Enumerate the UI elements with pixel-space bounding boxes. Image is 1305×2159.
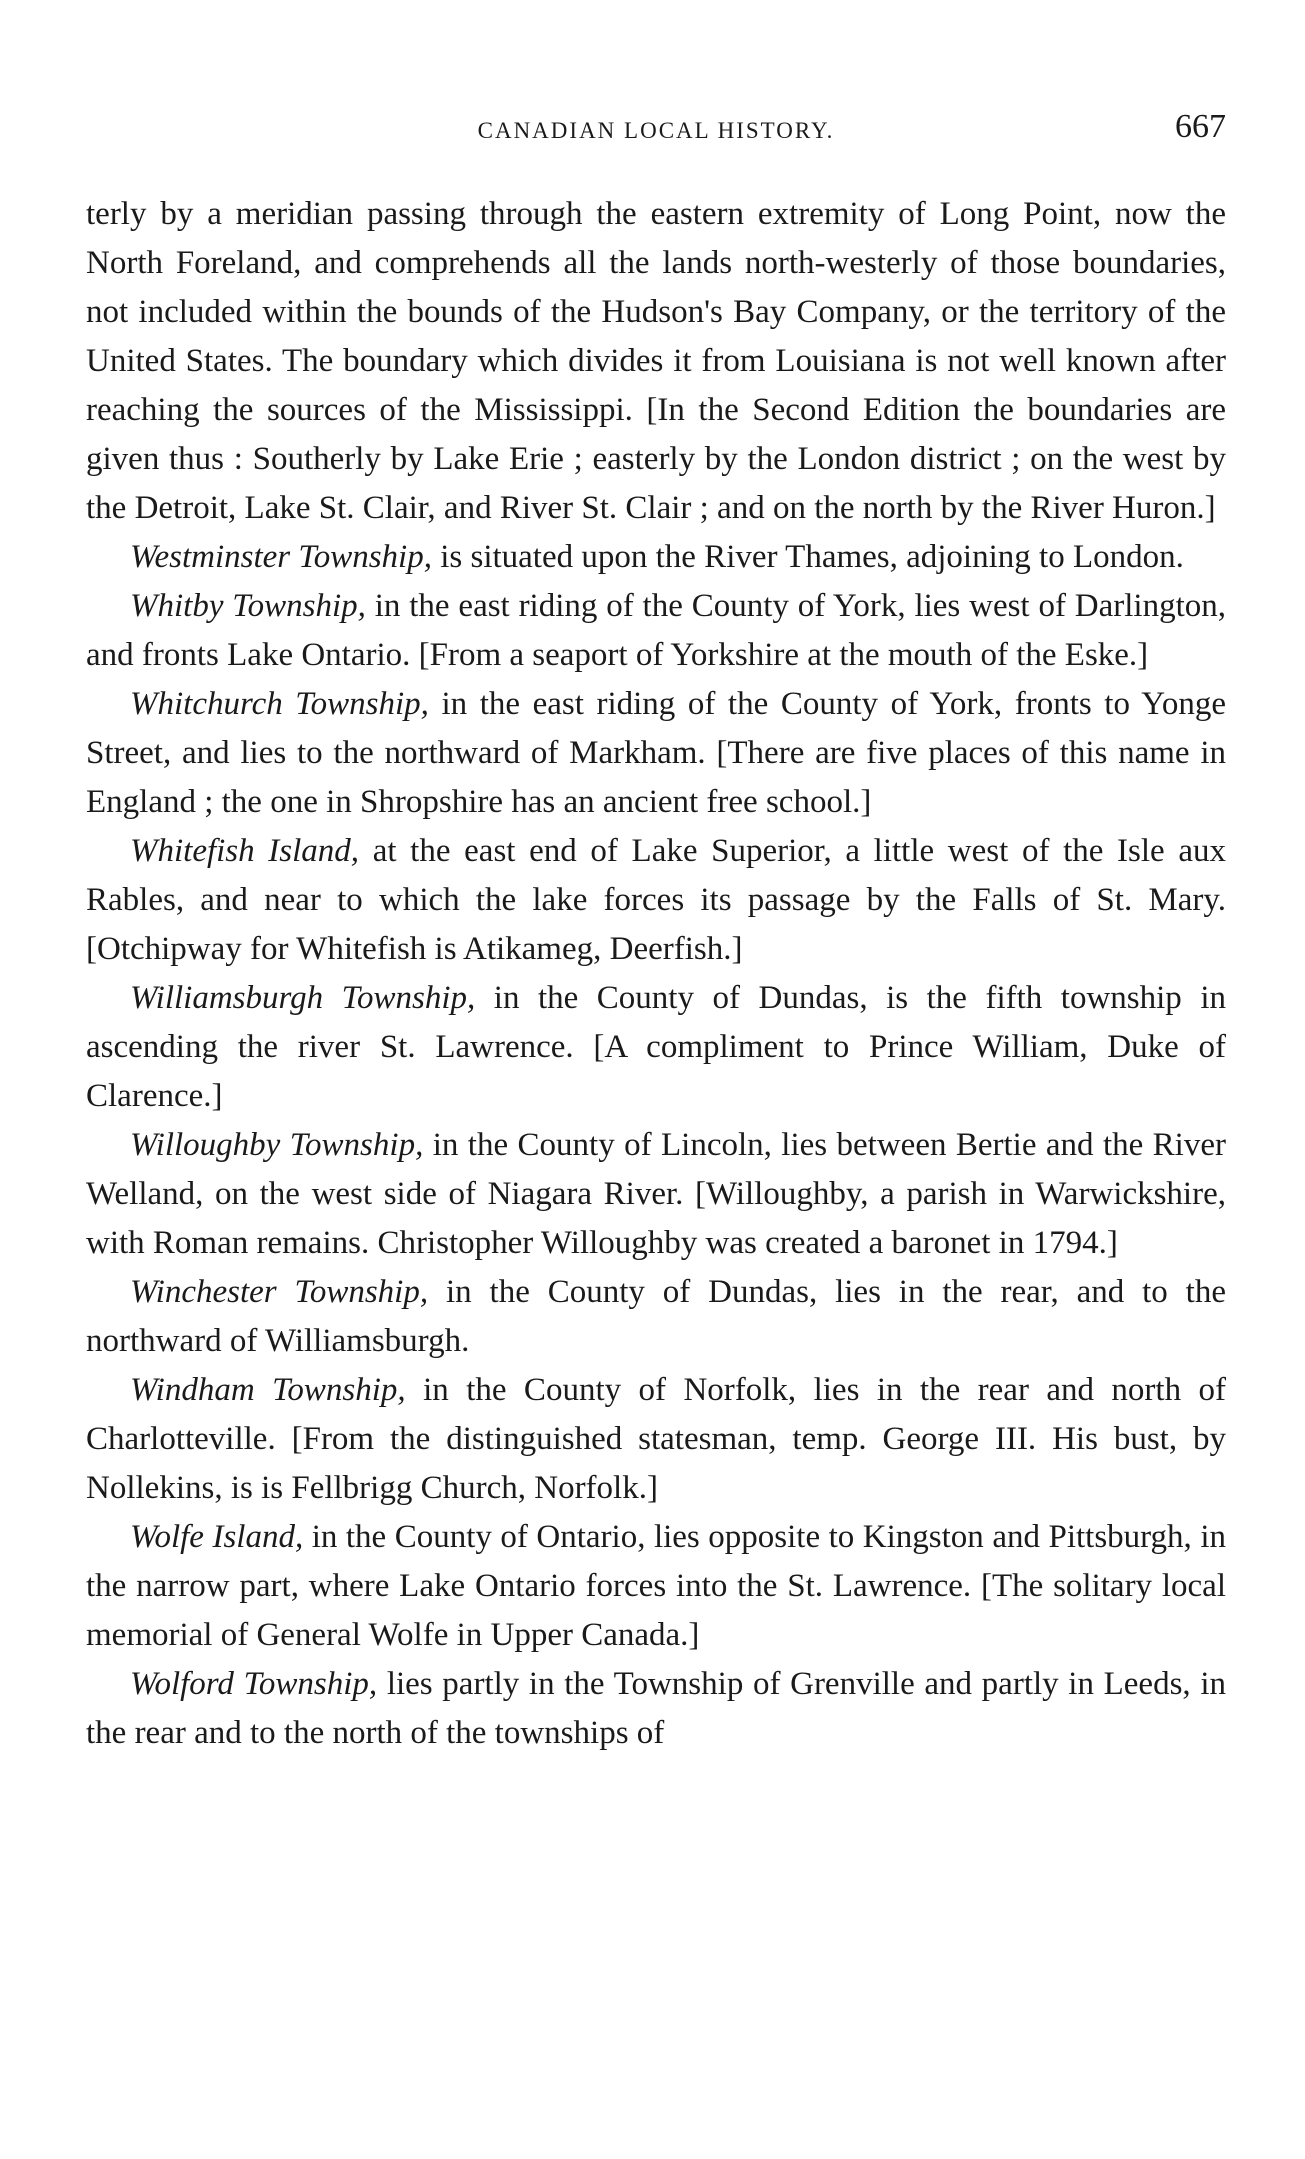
entry-wolfe-island (86, 1513, 1226, 1660)
entry-head: Whitby Township, (130, 588, 366, 624)
entry-head: Wolfe Island, (130, 1519, 304, 1555)
entry-text: in the County of Dundas, lies in the rear, and to the northward of Williamsburgh. (86, 1274, 1226, 1359)
entry-head: Windham Township, (130, 1372, 406, 1408)
entry-text: in the County of Dundas, is the fifth township in ascending the river St. Lawrence. [A compliment to Prince William, Duke of Clarence.] (86, 980, 1226, 1114)
book-page (86, 0, 1226, 2159)
entry-whitchurch (86, 680, 1226, 827)
entry-head: Whitefish Island, (130, 833, 360, 869)
entry-whitby (86, 582, 1226, 680)
entry-text: lies partly in the Township of Grenville and partly in Leeds, in the rear and to the north of the townships of (86, 1666, 1226, 1751)
entry-head: Westminster Township, (130, 539, 432, 575)
entry-head: Winchester Township, (130, 1274, 429, 1310)
entry-whitefish-island (86, 827, 1226, 974)
entry-text: at the east end of Lake Superior, a little west of the Isle aux Rables, and near to which the lake forces its passage by the Falls of St. Mary. [Otchipway for Whitefish is Atikameg, Deerfish.] (86, 833, 1227, 967)
running-header (86, 0, 1226, 150)
running-title: CANADIAN LOCAL HISTORY. (477, 118, 835, 143)
entry-text: in the County of Ontario, lies opposite to Kingston and Pittsburgh, in the narrow part, where Lake Ontario forces into the St. Lawrence. [The solitary local memorial of General Wolfe in Upper Canada.] (86, 1519, 1226, 1653)
entry-wolford (86, 1660, 1226, 1758)
entry-head: Willoughby Township, (130, 1127, 424, 1163)
page-number: 667 (1175, 108, 1226, 145)
entry-westminster (86, 533, 1226, 582)
entry-text: in the east riding of the County of York, lies west of Darlington, and fronts Lake Ontario. [From a seaport of Yorkshire at the mouth of the Eske.] (86, 588, 1226, 673)
entry-williamsburgh (86, 974, 1226, 1121)
body-text (86, 190, 1226, 1758)
entry-text: in the County of Norfolk, lies in the rear and north of Charlotteville. [From the distinguished statesman, temp. George III. His bust, by Nollekins, is is Fellbrigg Church, Norfolk.] (86, 1372, 1226, 1506)
entry-head: Wolford Township, (130, 1666, 378, 1702)
continuation-paragraph: terly by a meridian passing through the eastern extremity of Long Point, now the North Foreland, and comprehends all the lands north-westerly of those boundaries, not included within the bounds of the Hudson's Bay Company, or the territory of the United States. The boundary which divides it from Louisiana is not well known after reaching the sources of the Mississippi. [In the Second Edition the boundaries are given thus : Southerly by Lake Erie ; easterly by the London district ; on the west by the Detroit, Lake St. Clair, and River St. Clair ; and on the north by the River Huron.] (86, 196, 1226, 526)
entry-winchester (86, 1268, 1226, 1366)
entry-head: Williamsburgh Township, (130, 980, 476, 1016)
entry-text: in the east riding of the County of York, fronts to Yonge Street, and lies to the northward of Markham. [There are five places of this name in England ; the one in Shropshire has an ancient free school.] (86, 686, 1226, 820)
entry-head: Whitchurch Township, (130, 686, 429, 722)
entry-willoughby (86, 1121, 1226, 1268)
entry-windham (86, 1366, 1226, 1513)
entry-text: in the County of Lincoln, lies between Bertie and the River Welland, on the west side of Niagara River. [Willoughby, a parish in Warwickshire, with Roman remains. Christopher Willoughby was created a baronet in 1794.] (86, 1127, 1226, 1261)
entry-text: is situated upon the River Thames, adjoining to London. (431, 539, 1184, 575)
